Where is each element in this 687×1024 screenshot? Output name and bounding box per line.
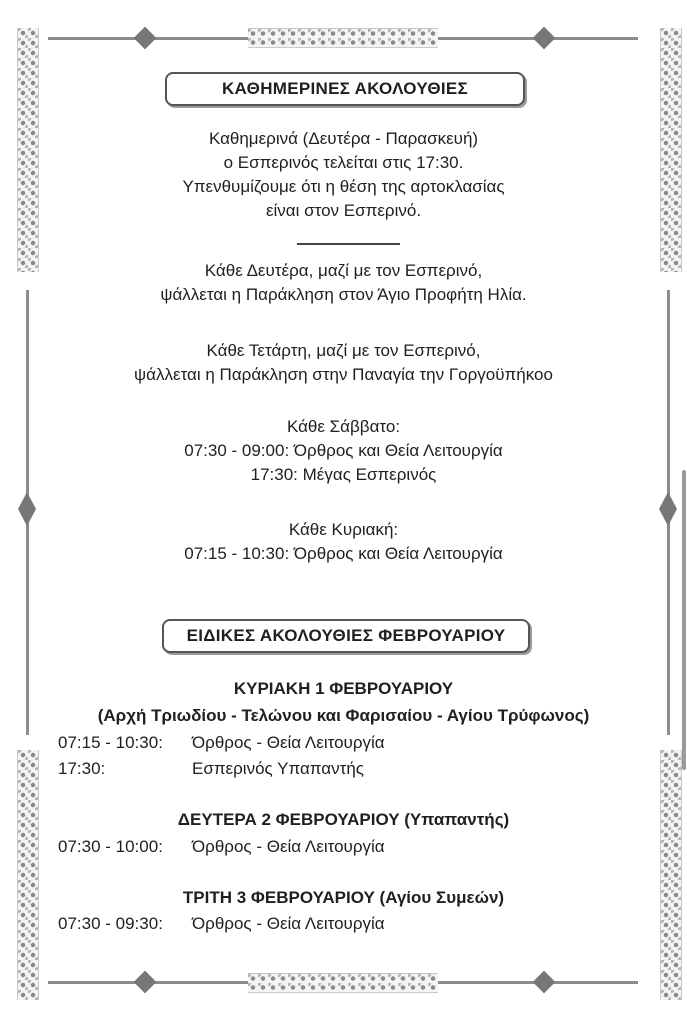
top-ornament: [248, 28, 438, 48]
text-line: 17:30: Μέγας Εσπερινός: [250, 465, 437, 484]
event-heading: ΔΕΥΤΕΡΑ 2 ΦΕΒΡΟΥΑΡΙΟΥ (Υπαπαντής): [177, 810, 510, 829]
text-line: Καθημερινά (Δευτέρα - Παρασκευή): [208, 129, 479, 148]
schedule-desc: Όρθρος - Θεία Λειτουργία: [192, 914, 385, 933]
text-line: 07:30 - 09:00: Όρθρος και Θεία Λειτουργία: [184, 441, 503, 460]
schedule-desc: Όρθρος - Θεία Λειτουργία: [192, 733, 385, 752]
text-line: ψάλλεται η Παράκληση στον Άγιο Προφήτη Ηλία.: [160, 285, 527, 304]
daily-block-sunday: [70, 518, 617, 566]
daily-block-monday: [70, 259, 617, 307]
event-subheading: (Αρχή Τριωδίου - Τελώνου και Φαρισαίου - Αγίου Τρύφωνος): [97, 706, 590, 725]
schedule-desc: Εσπερινός Υπαπαντής: [192, 759, 364, 778]
right-side-diamond: [659, 492, 677, 526]
scrollbar[interactable]: [682, 470, 686, 770]
special-services-title-text: ΕΙΔΙΚΕΣ ΑΚΟΛΟΥΘΙΕΣ ΦΕΒΡΟΥΑΡΙΟΥ: [186, 626, 506, 645]
bottom-ornament: [248, 973, 438, 993]
daily-services-title-text: ΚΑΘΗΜΕΡΙΝΕΣ ΑΚΟΛΟΥΘΙΕΣ: [221, 79, 469, 98]
top-right-diamond: [533, 27, 556, 50]
schedule-time: 07:15 - 10:30:: [58, 733, 163, 752]
text-line: Υπενθυμίζουμε ότι η θέση της αρτοκλασίας: [182, 177, 505, 196]
bottom-left-diamond: [134, 971, 157, 994]
event-heading: ΤΡΙΤΗ 3 ΦΕΒΡΟΥΑΡΙΟΥ (Αγίου Συμεών): [182, 888, 505, 907]
left-ornament-bottom: [17, 750, 39, 1000]
text-line: ψάλλεται η Παράκληση στην Παναγία την Γοργοϋπήκοο: [134, 365, 553, 384]
right-ornament-top: [660, 28, 682, 272]
top-left-diamond: [134, 27, 157, 50]
text-line: Κάθε Τετάρτη, μαζί με τον Εσπερινό,: [206, 341, 481, 360]
text-line: Κάθε Σάββατο:: [286, 417, 401, 436]
text-line: 07:15 - 10:30: Όρθρος και Θεία Λειτουργία: [184, 544, 503, 563]
daily-services-title: [165, 72, 525, 106]
right-ornament-bottom: [660, 750, 682, 1000]
schedule-desc: Όρθρος - Θεία Λειτουργία: [192, 837, 385, 856]
text-line: Κάθε Κυριακή:: [288, 520, 399, 539]
schedule-time: 07:30 - 09:30:: [58, 914, 163, 933]
left-ornament-top: [17, 28, 39, 272]
schedule-time: 17:30:: [58, 759, 106, 778]
special-services-title: [162, 619, 530, 653]
event-heading: ΚΥΡΙΑΚΗ 1 ΦΕΒΡΟΥΑΡΙΟΥ: [233, 679, 454, 698]
text-line: Κάθε Δευτέρα, μαζί με τον Εσπερινό,: [204, 261, 483, 280]
text-line: είναι στον Εσπερινό.: [265, 201, 422, 220]
daily-block-wednesday: [70, 339, 617, 387]
text-line: ο Εσπερινός τελείται στις 17:30.: [223, 153, 464, 172]
separator: [297, 243, 400, 245]
schedule-time: 07:30 - 10:00:: [58, 837, 163, 856]
daily-block-weekdays: [70, 127, 617, 223]
daily-block-saturday: [70, 415, 617, 487]
left-side-diamond: [18, 492, 36, 526]
bottom-right-diamond: [533, 971, 556, 994]
